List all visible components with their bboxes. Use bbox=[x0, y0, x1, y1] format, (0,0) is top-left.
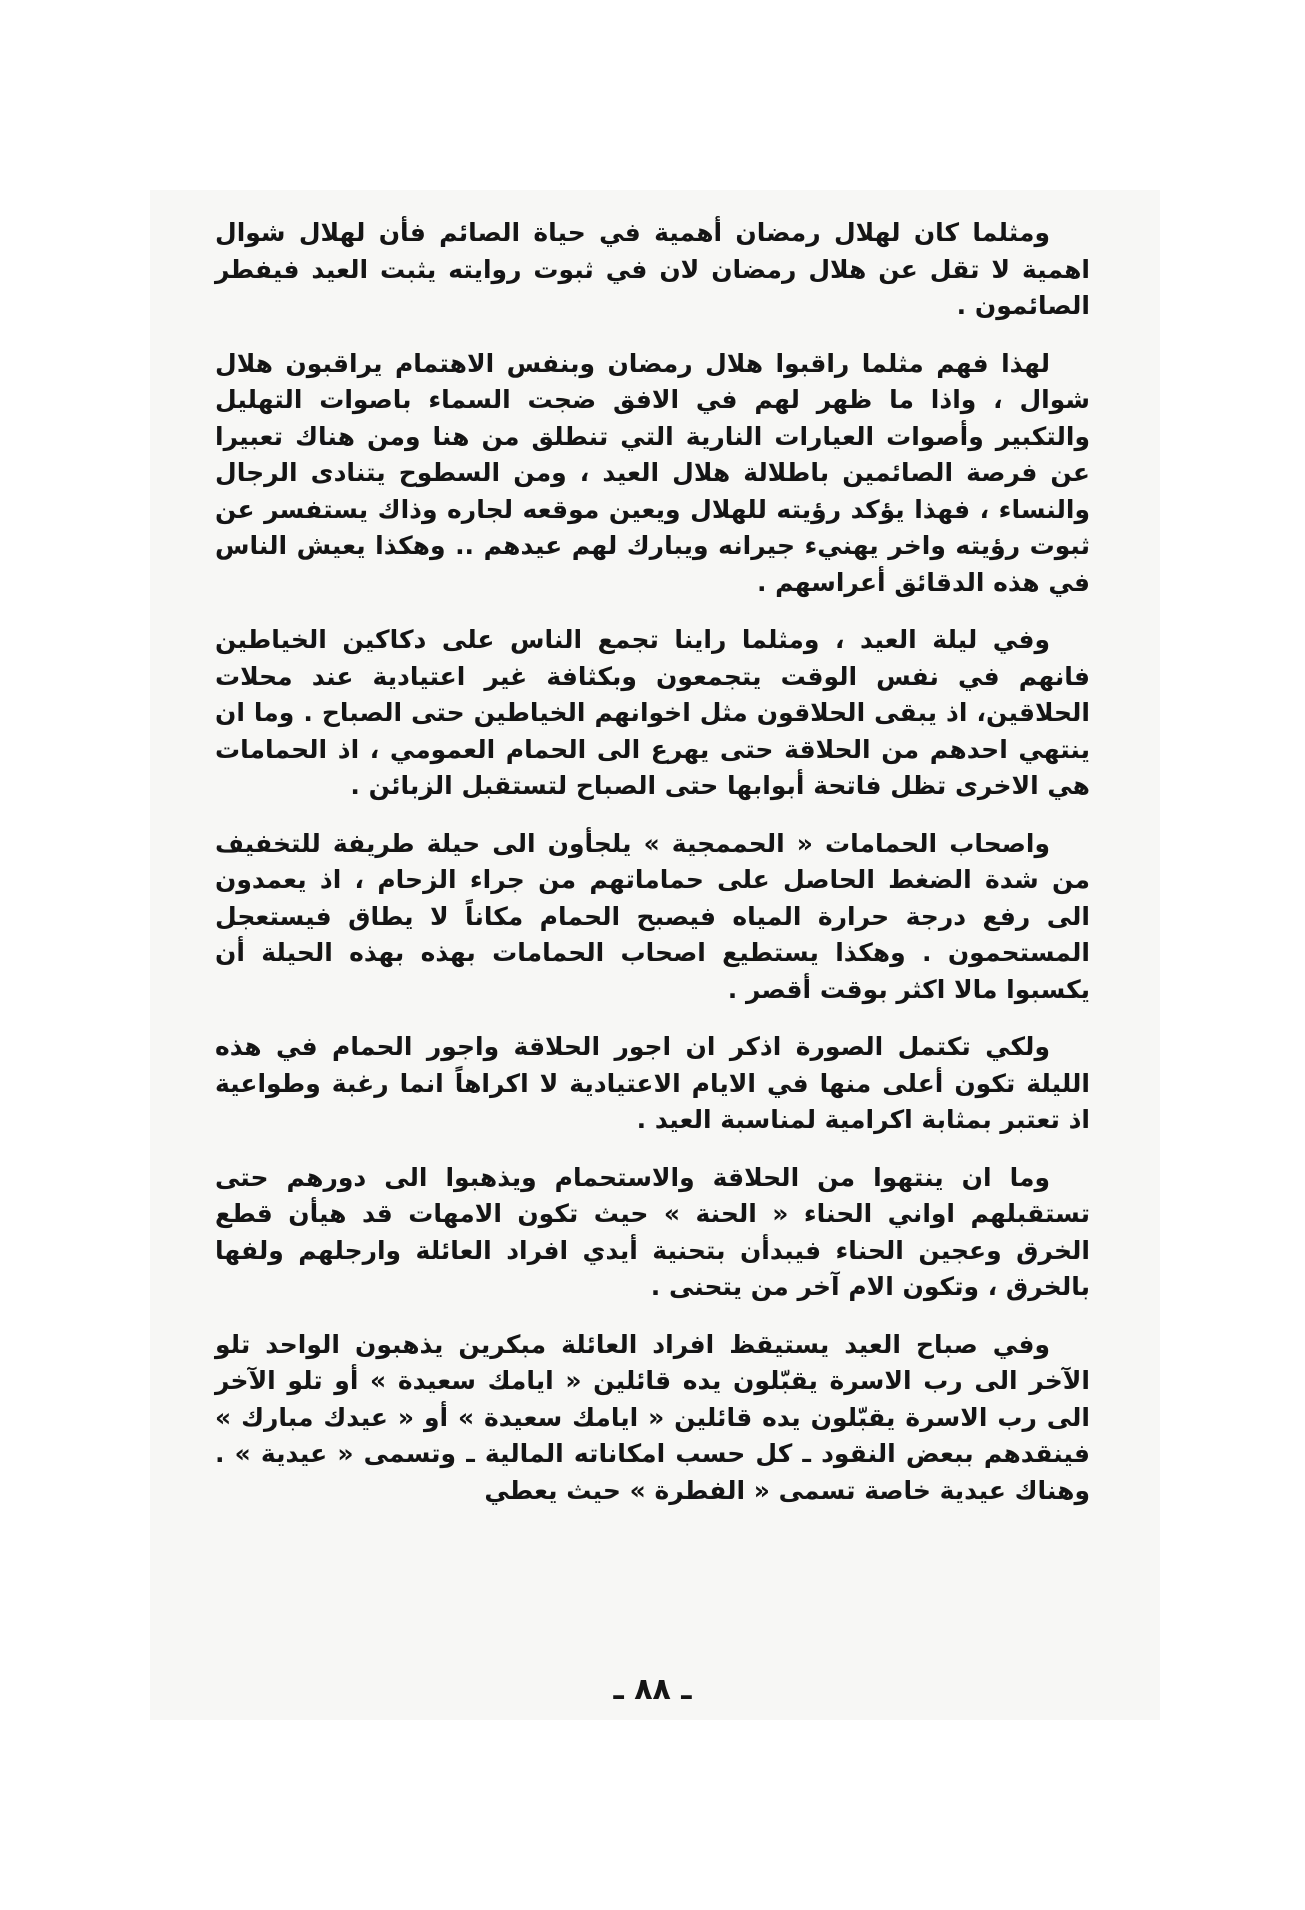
page-number: ـ ٨٨ ـ bbox=[613, 1672, 692, 1707]
paragraph-2: لهذا فهم مثلما راقبوا هلال رمضان وبنفس الاهتمام يراقبون هلال شوال ، واذا ما ظهر لهم في الافق ضجت السماء باصوات التهليل والتكبير وأصوات العيارات النارية التي تنطلق من هنا ومن هناك تعبيرا عن فرصة الصائمين باطلالة هلال العيد ، ومن السطوح يتنادى الرجال والنساء ، فهذا يؤكد رؤيته للهلال ويعين موقعه لجاره وذاك يستفسر عن ثبوت رؤيته واخر يهنيء جيرانه ويبارك لهم عيدهم .. وهكذا يعيش الناس في هذه الدقائق أعراسهم . bbox=[215, 348, 1090, 597]
paragraph-3: وفي ليلة العيد ، ومثلما راينا تجمع الناس على دكاكين الخياطين فانهم في نفس الوقت يتجمعون وبكثافة غير اعتيادية عند محلات الحلاقين، اذ يبقى الحلاقون مثل اخوانهم الخياطين حتى الصباح . وما ان ينتهي احدهم من الحلاقة حتى يهرع الى الحمام العمومي ، اذ الحمامات هي الاخرى تظل فاتحة أبوابها حتى الصباح لتستقبل الزبائن . bbox=[215, 625, 1090, 800]
paragraph-5: ولكي تكتمل الصورة اذكر ان اجور الحلاقة واجور الحمام في هذه الليلة تكون أعلى منها في الايام الاعتيادية لا اكراهاً انما رغبة وطواعية اذ تعتبر بمثابة اكرامية لمناسبة العيد . bbox=[215, 1032, 1090, 1134]
paragraph-1: ومثلما كان لهلال رمضان أهمية في حياة الصائم فأن لهلال شوال اهمية لا تقل عن هلال رمضان لان في ثبوت روايته يثبت العيد فيفطر الصائمون . bbox=[215, 218, 1090, 320]
paragraph-7: وفي صباح العيد يستيقظ افراد العائلة مبكرين يذهبون الواحد تلو الآخر الى رب الاسرة يقبّلون يده قائلين « ايامك سعيدة » أو تلو الآخر الى رب الاسرة يقبّلون يده قائلين « ايامك سعيدة » أو « عيدك مبارك » فينقدهم ببعض النقود ـ كل حسب امكاناته المالية ـ وتسمى « عيدية » . وهناك عيدية خاصة تسمى « الفطرة » حيث يعطي bbox=[215, 1329, 1090, 1505]
paragraph-6: وما ان ينتهوا من الحلاقة والاستحمام ويذهبوا الى دورهم حتى تستقبلهم اواني الحناء « الحنة » حيث تكون الامهات قد هيأن قطع الخرق وعجين الحناء فيبدأن بتحنية أيدي افراد العائلة وارجلهم ولفها بالخرق ، وتكون الام آخر من يتحنى . bbox=[215, 1162, 1090, 1301]
paragraph-4: واصحاب الحمامات « الحممجية » يلجأون الى حيلة طريفة للتخفيف من شدة الضغط الحاصل على حماماتهم من جراء الزحام ، اذ يعمدون الى رفع درجة حرارة المياه فيصبح الحمام مكاناً لا يطاق فيستعجل المستحمون . وهكذا يستطيع اصحاب الحمامات بهذه بهذه الحيلة أن يكسبوا مالا اكثر بوقت أقصر . bbox=[215, 828, 1090, 1004]
body-text bbox=[215, 215, 1090, 1530]
